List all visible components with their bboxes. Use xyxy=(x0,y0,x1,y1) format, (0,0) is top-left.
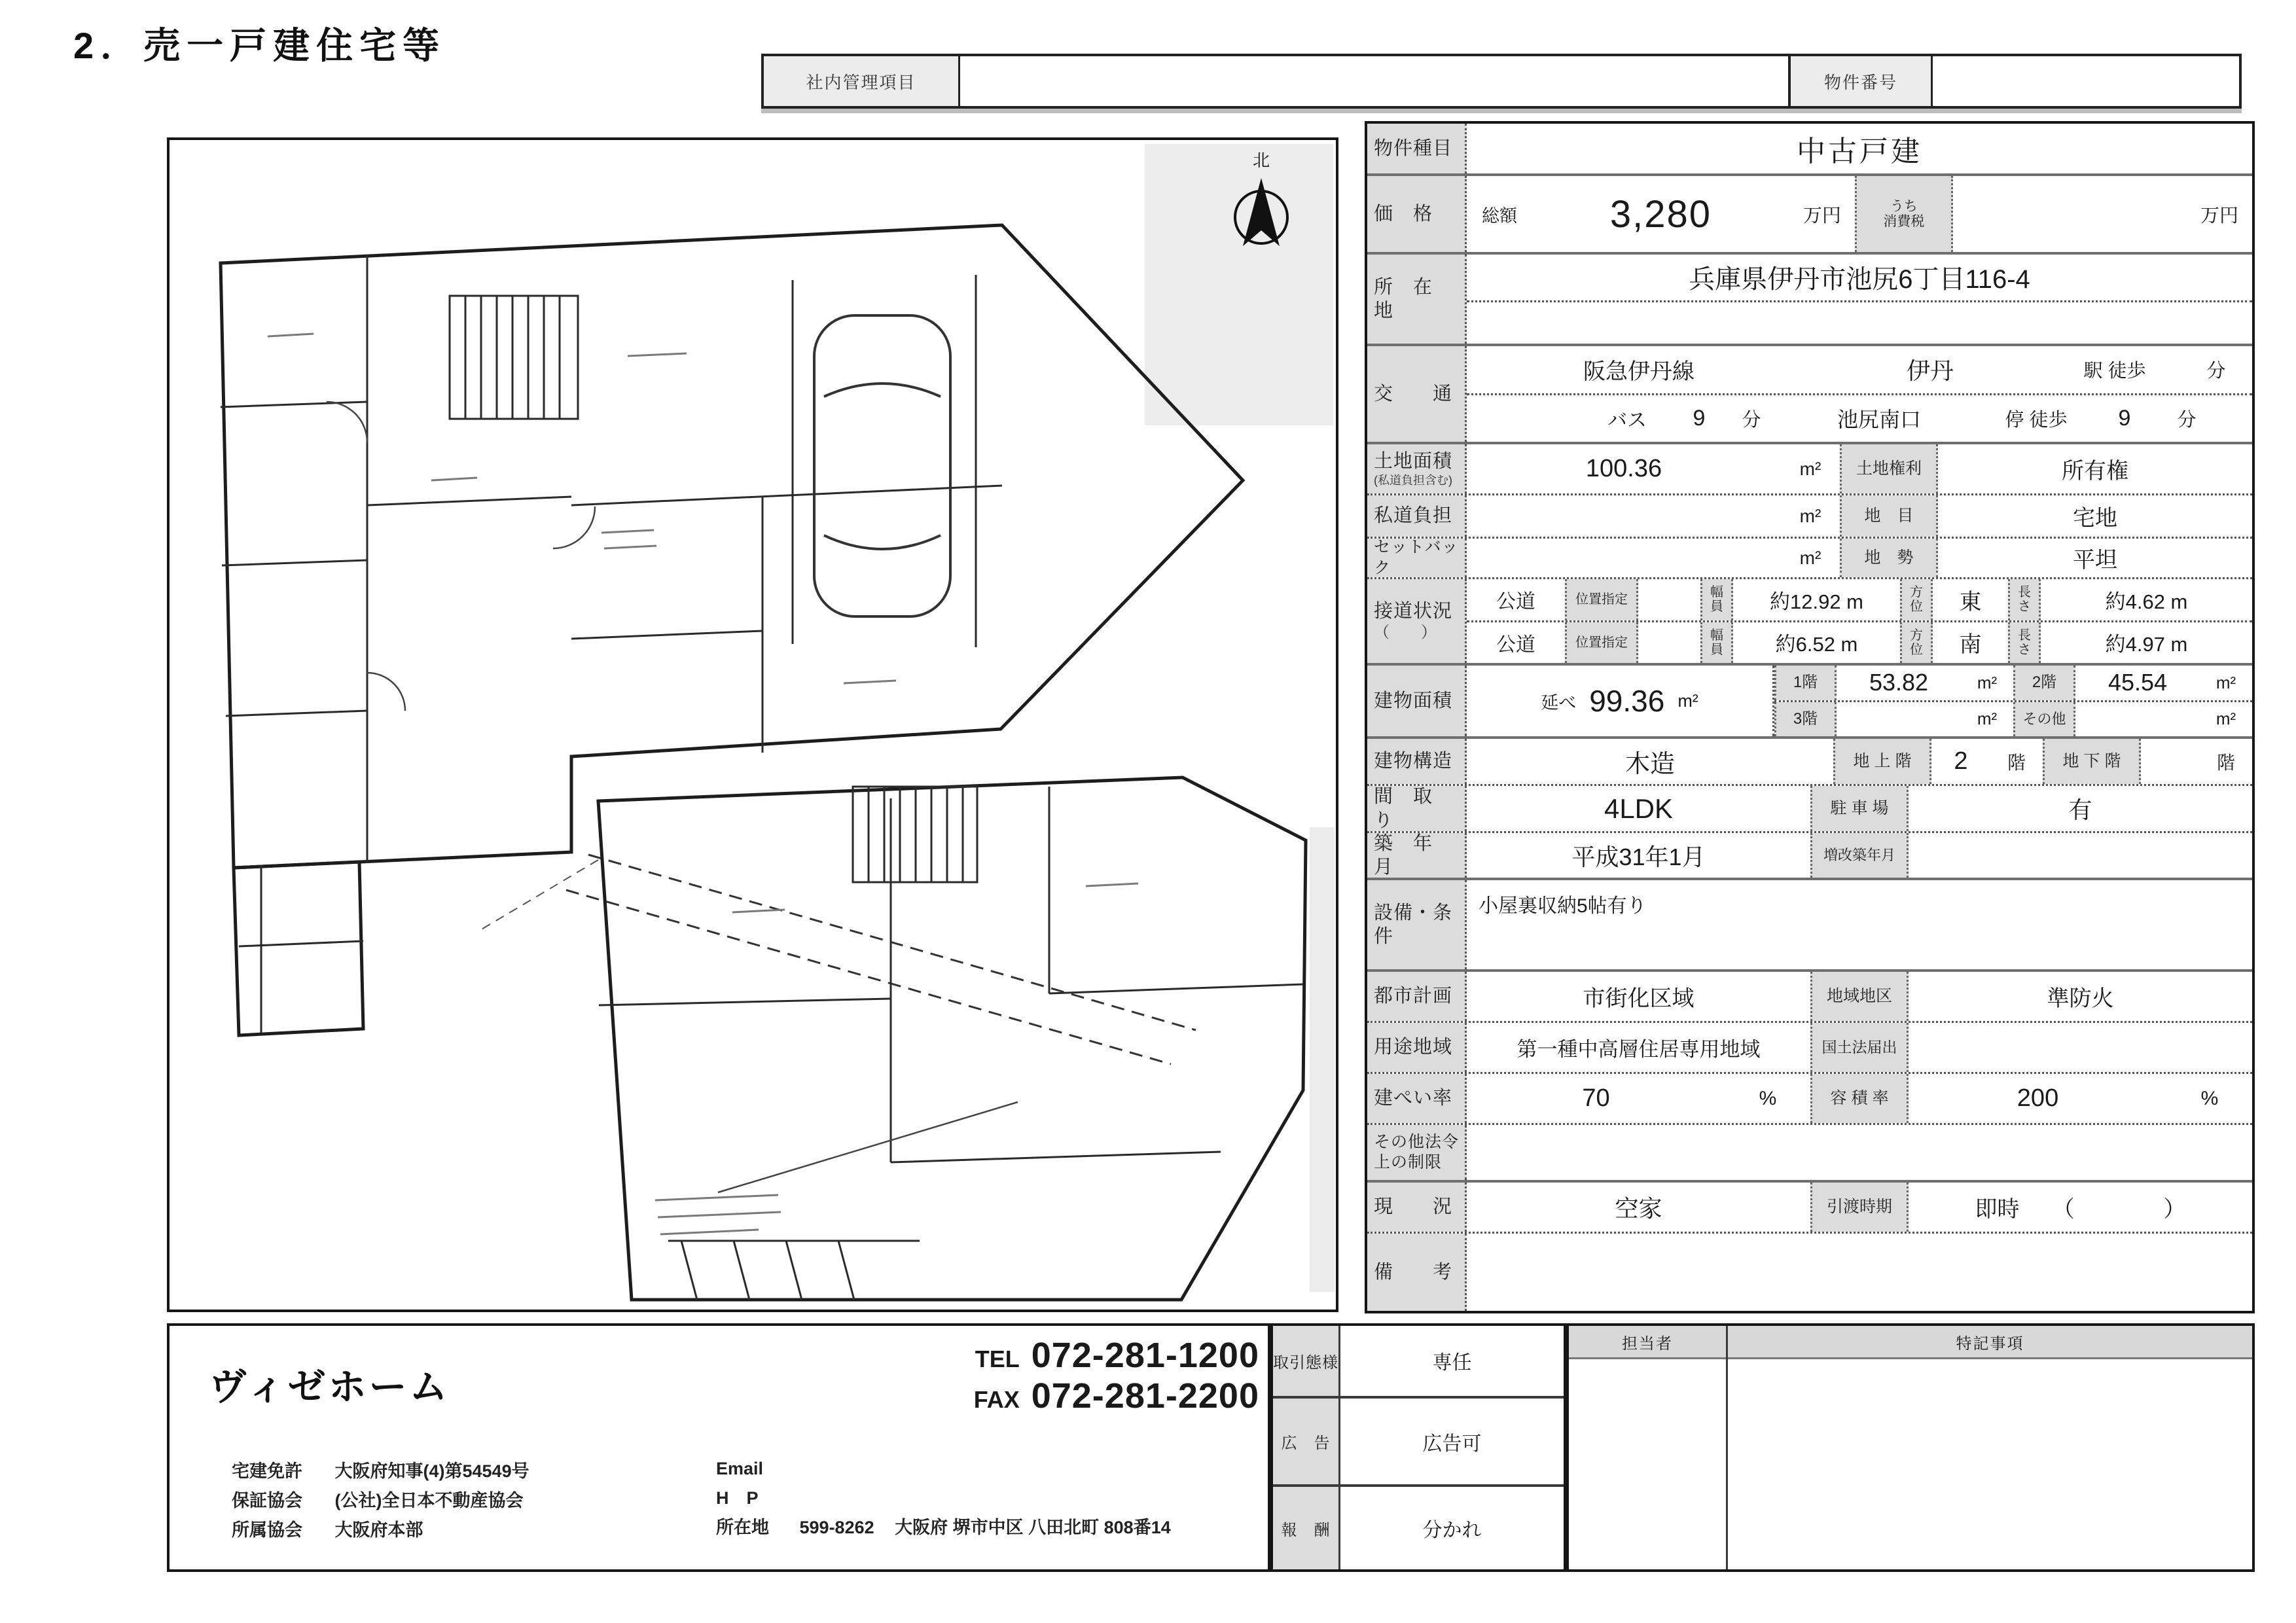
district-label: 地域地区 xyxy=(1810,972,1909,1021)
structure-value: 木造 xyxy=(1624,751,1675,778)
address-line xyxy=(716,1513,1171,1543)
ad-row xyxy=(1273,1399,1564,1488)
setback-value xyxy=(1467,539,1781,577)
setback-label: セットバック xyxy=(1367,539,1467,577)
price-tax-unit: 万円 xyxy=(2200,205,2238,226)
scan-shade xyxy=(1310,827,1335,1292)
land-law-value xyxy=(1909,1023,2252,1072)
land-law-label: 国土法届出 xyxy=(1810,1023,1909,1072)
notes-column xyxy=(1728,1326,2252,1569)
land-area-label xyxy=(1367,444,1467,493)
address-extra xyxy=(1467,302,2252,344)
other-law-label xyxy=(1367,1125,1467,1180)
road2-length-value: 約4.97 m xyxy=(2105,633,2188,656)
row-road-frontage xyxy=(1367,579,2252,666)
features-value: 小屋裏収納5帖有り xyxy=(1479,895,1647,917)
guarantee-label: 保証協会 xyxy=(232,1491,302,1510)
road2-length-label: 長さ xyxy=(2008,622,2041,664)
city-plan-value: 市街化区域 xyxy=(1583,986,1695,1011)
property-detail-table xyxy=(1365,121,2255,1313)
row-address xyxy=(1367,255,2252,346)
floor-ratio-value: 200 xyxy=(2017,1084,2059,1112)
price-value: 3,280 xyxy=(1609,192,1712,236)
road1-length-label: 長さ xyxy=(2008,579,2041,620)
handover-paren: （ ） xyxy=(2052,1197,2186,1222)
access-bus-line xyxy=(1467,395,2252,442)
row-status xyxy=(1367,1183,2252,1234)
road1-direction-label: 方位 xyxy=(1900,579,1933,620)
access-station: 伊丹 xyxy=(1906,357,1954,385)
road-frontage-label-main: 接道状況 xyxy=(1374,600,1453,622)
other-law-label-1: その他法令 xyxy=(1374,1132,1460,1151)
floor-ratio-label: 容 積 率 xyxy=(1810,1074,1909,1123)
building-area-floors-2 xyxy=(1774,702,2252,737)
company-licenses xyxy=(232,1457,529,1545)
handover-value xyxy=(1909,1183,2252,1232)
row-structure xyxy=(1367,739,2252,786)
north-label: 北 xyxy=(1252,151,1270,170)
road1-width-value: 約12.92 m xyxy=(1769,590,1863,613)
zoning-value: 第一種中高層住居専用地域 xyxy=(1516,1038,1761,1061)
road2-kind: 公道 xyxy=(1496,633,1535,656)
renovation-label: 増改築年月 xyxy=(1810,833,1909,878)
internal-management-label: 社内管理項目 xyxy=(764,56,958,106)
property-number-field xyxy=(1931,56,2239,106)
tel-number: 072-281-1200 xyxy=(1031,1336,1259,1375)
layout-label: 間 取 り xyxy=(1367,786,1467,831)
handover-label: 引渡時期 xyxy=(1810,1183,1909,1232)
coverage-label: 建ぺい率 xyxy=(1367,1074,1467,1123)
deal-type-value: 専任 xyxy=(1432,1352,1472,1374)
company-address: 大阪府 堺市中区 八田北町 808番14 xyxy=(895,1518,1171,1537)
coverage-unit: % xyxy=(1759,1087,1777,1109)
license-value: 大阪府知事(4)第54549号 xyxy=(334,1461,529,1481)
remarks-label: 備 考 xyxy=(1367,1234,1467,1311)
parking-label: 駐 車 場 xyxy=(1810,786,1909,831)
row-land-area xyxy=(1367,444,2252,495)
guarantee-line xyxy=(232,1486,529,1516)
price-tax-label xyxy=(1855,176,1953,252)
floor-ratio-unit: % xyxy=(2200,1087,2219,1109)
row-price xyxy=(1367,176,2252,255)
access-walk-unit: 分 xyxy=(2206,361,2226,382)
access-bus-spacer xyxy=(1467,395,1578,442)
row-building-area xyxy=(1367,666,2252,739)
price-sub-label: 総額 xyxy=(1482,205,1517,226)
ad-value: 広告可 xyxy=(1422,1433,1482,1455)
floor1-value: 53.82 xyxy=(1869,669,1929,696)
land-area-label-note: (私道負担含む) xyxy=(1374,474,1452,488)
floor2-unit: m² xyxy=(2215,672,2236,692)
internal-management-field xyxy=(958,56,1788,106)
access-stop: 池尻南口 xyxy=(1837,408,1921,432)
floors-above-unit: 階 xyxy=(2007,752,2026,773)
setback-unit: m² xyxy=(1799,547,1821,568)
parking-value: 有 xyxy=(2068,796,2092,823)
other-law-value xyxy=(1467,1125,2252,1180)
fee-row xyxy=(1273,1487,1564,1569)
company-address-label: 所在地 xyxy=(716,1518,769,1537)
coverage-value: 70 xyxy=(1582,1084,1610,1112)
floors-above-label: 地 上 階 xyxy=(1833,739,1931,784)
floors-below-value xyxy=(2141,739,2200,784)
property-type-label: 物件種目 xyxy=(1367,124,1467,173)
building-area-floors-1 xyxy=(1774,666,2252,702)
floor3-label: 3階 xyxy=(1774,702,1837,737)
row-built-date xyxy=(1367,833,2252,880)
road1-width-label: 幅員 xyxy=(1700,579,1733,620)
price-unit: 万円 xyxy=(1803,205,1841,226)
staff-header: 担当者 xyxy=(1569,1326,1726,1359)
fax-line xyxy=(974,1376,1259,1416)
access-stop-walk-label: 停 徒歩 xyxy=(2005,409,2068,431)
private-road-value xyxy=(1467,495,1781,537)
fax-number: 072-281-2200 xyxy=(1031,1376,1259,1416)
access-bus-unit: 分 xyxy=(1742,409,1761,431)
floor-other-unit: m² xyxy=(2215,709,2236,729)
access-bus-label: バス xyxy=(1607,410,1647,432)
building-area-label: 建物面積 xyxy=(1367,666,1467,736)
email-line xyxy=(716,1454,1171,1484)
layout-value: 4LDK xyxy=(1604,793,1674,824)
land-area-value: 100.36 xyxy=(1585,455,1662,482)
access-rail-line xyxy=(1467,346,2252,395)
road1-position-label: 位置指定 xyxy=(1565,579,1638,620)
tel-line xyxy=(975,1335,1259,1376)
floor1-unit: m² xyxy=(1977,672,1998,692)
terrain-value: 平坦 xyxy=(2073,548,2117,573)
road-frontage-label-note: （ ） xyxy=(1374,624,1437,642)
license-line xyxy=(232,1457,529,1486)
land-rights-value: 所有権 xyxy=(2062,459,2128,484)
fee-value: 分かれ xyxy=(1422,1520,1482,1542)
floors-below-unit: 階 xyxy=(2216,752,2235,773)
road1-position-value xyxy=(1638,579,1700,620)
building-area-unit: m² xyxy=(1677,690,1698,711)
road2-width-value: 約6.52 m xyxy=(1775,633,1858,656)
row-layout xyxy=(1367,786,2252,833)
building-area-total xyxy=(1467,666,1774,736)
staff-body xyxy=(1569,1359,1726,1569)
access-stop-walk-unit: 分 xyxy=(2177,409,2197,431)
guarantee-value: (公社)全日本不動産協会 xyxy=(334,1491,524,1510)
deal-table xyxy=(1270,1323,1566,1572)
company-contact xyxy=(716,1454,1171,1543)
row-other-law xyxy=(1367,1125,2252,1183)
floor-plan-panel xyxy=(167,137,1338,1312)
hp-label: H P xyxy=(716,1488,759,1508)
floor-plan-2f xyxy=(477,777,1306,1300)
notes-body xyxy=(1728,1359,2252,1569)
price-tax-label-1: うち xyxy=(1890,198,1918,214)
scan-shade xyxy=(1145,144,1333,425)
price-label: 価 格 xyxy=(1367,176,1467,252)
member-line xyxy=(232,1516,529,1545)
floor3-unit: m² xyxy=(1977,709,1998,729)
management-bar xyxy=(761,54,2242,109)
city-plan-label: 都市計画 xyxy=(1367,972,1467,1021)
land-category-label: 地 目 xyxy=(1840,495,1938,537)
other-law-label-2: 上の制限 xyxy=(1374,1153,1443,1171)
ad-label: 広 告 xyxy=(1273,1399,1340,1485)
row-access xyxy=(1367,346,2252,444)
company-panel xyxy=(167,1323,1270,1572)
deal-type-row xyxy=(1273,1326,1564,1399)
member-value: 大阪府本部 xyxy=(334,1520,423,1540)
row-remarks xyxy=(1367,1234,2252,1311)
road1-direction-value: 東 xyxy=(1959,589,1982,615)
price-tax-label-2: 消費税 xyxy=(1883,214,1925,229)
access-stop-walk-min: 9 xyxy=(2118,405,2131,431)
road1-kind: 公道 xyxy=(1496,591,1535,613)
built-date-label: 築 年 月 xyxy=(1367,833,1467,878)
road-frontage-row-1 xyxy=(1467,579,2252,622)
road2-position-label: 位置指定 xyxy=(1565,622,1638,664)
row-city-plan xyxy=(1367,972,2252,1023)
land-rights-label: 土地権利 xyxy=(1840,444,1938,493)
floor-other-label: その他 xyxy=(2013,702,2075,737)
road-frontage-row-2 xyxy=(1467,622,2252,664)
price-tax-value xyxy=(1953,176,2187,252)
property-number-label: 物件番号 xyxy=(1788,56,1931,106)
row-private-road xyxy=(1367,495,2252,539)
row-features xyxy=(1367,880,2252,972)
phone-block xyxy=(912,1335,1259,1416)
terrain-label: 地 勢 xyxy=(1840,539,1938,577)
page-title: 2．売一戸建住宅等 xyxy=(73,25,446,66)
tel-label: TEL xyxy=(975,1346,1020,1372)
floor2-value: 45.54 xyxy=(2108,669,2168,696)
row-coverage xyxy=(1367,1074,2252,1125)
car-outline xyxy=(814,315,950,616)
road2-direction-value: 南 xyxy=(1959,632,1982,658)
license-label: 宅建免許 xyxy=(232,1461,302,1481)
road-frontage-label xyxy=(1367,579,1467,663)
building-area-sub-label: 延べ xyxy=(1541,692,1577,713)
private-road-label: 私道負担 xyxy=(1367,495,1467,537)
land-area-label-main: 土地面積 xyxy=(1374,451,1453,473)
company-name: ヴィゼホーム xyxy=(209,1366,450,1408)
floor3-value xyxy=(1837,702,1961,737)
road2-direction-label: 方位 xyxy=(1900,622,1933,664)
building-area-value: 99.36 xyxy=(1589,684,1665,718)
floor-plan-svg xyxy=(170,140,1336,1310)
access-rail: 阪急伊丹線 xyxy=(1583,359,1695,385)
road1-length-value: 約4.62 m xyxy=(2105,590,2188,613)
district-value: 準防火 xyxy=(2047,986,2114,1011)
staff-notes-table xyxy=(1566,1323,2255,1572)
floor-other-value xyxy=(2075,702,2200,737)
row-zoning xyxy=(1367,1023,2252,1074)
fax-label: FAX xyxy=(973,1386,1020,1413)
fee-label: 報 酬 xyxy=(1273,1487,1340,1569)
road2-width-label: 幅員 xyxy=(1700,622,1733,664)
floors-below-label: 地 下 階 xyxy=(2043,739,2141,784)
member-label: 所属協会 xyxy=(232,1520,302,1540)
handover-timing: 即時 xyxy=(1975,1197,2020,1222)
address-label: 所 在 地 xyxy=(1367,255,1467,344)
road2-position-value xyxy=(1638,622,1700,664)
hp-line xyxy=(716,1484,1171,1513)
floor-plan-1f xyxy=(221,225,1243,1064)
access-bus-min: 9 xyxy=(1693,405,1706,431)
access-walk-label: 駅 徒歩 xyxy=(2083,361,2146,382)
private-road-unit: m² xyxy=(1799,505,1821,526)
address-value: 兵庫県伊丹市池尻6丁目116-4 xyxy=(1467,255,2252,302)
floors-above-value: 2 xyxy=(1954,747,1968,775)
floor1-label: 1階 xyxy=(1774,666,1837,700)
property-type-value: 中古戸建 xyxy=(1797,135,1922,168)
floor2-label: 2階 xyxy=(2013,666,2075,700)
email-label: Email xyxy=(716,1459,764,1478)
notes-header: 特記事項 xyxy=(1728,1326,2252,1359)
deal-type-label: 取引態様 xyxy=(1273,1326,1340,1396)
land-area-unit: m² xyxy=(1799,458,1821,479)
row-property-type xyxy=(1367,124,2252,176)
status-value: 空家 xyxy=(1615,1195,1662,1222)
row-setback xyxy=(1367,539,2252,579)
built-date-value: 平成31年1月 xyxy=(1571,843,1706,870)
renovation-value xyxy=(1909,833,2252,878)
zoning-label: 用途地域 xyxy=(1367,1023,1467,1072)
land-category-value: 宅地 xyxy=(2073,506,2117,531)
structure-label: 建物構造 xyxy=(1367,739,1467,784)
status-label: 現 況 xyxy=(1367,1183,1467,1232)
staff-column xyxy=(1569,1326,1728,1569)
features-label: 設備・条件 xyxy=(1367,880,1467,969)
company-zip: 599-8262 xyxy=(799,1518,874,1537)
remarks-value xyxy=(1467,1234,2252,1311)
access-label: 交 通 xyxy=(1367,346,1467,442)
